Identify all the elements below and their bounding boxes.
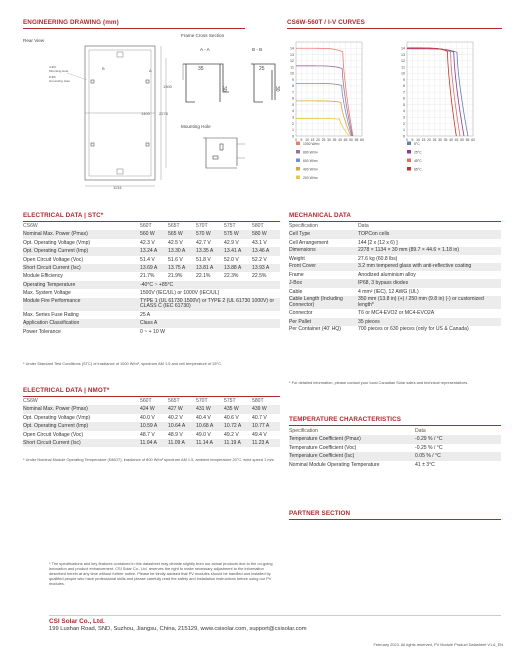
iv-curve — [407, 49, 464, 136]
mech-cell: Per Container (40' HQ) — [289, 326, 341, 333]
disclaimer: * The specifications and key features contained in this datasheet may deviate slightly from our actual products due to the on-going innovation and product enhancement. CSI Solar Co., Ltd. reserves the right to make necessary adjustment to the information described herein at any time without further notice. Please be kindly advised that PV modules should be handled and installed by qualified people who have professional skills and please carefully read the safety and installation instructions before using our PV modules. — [49, 561, 273, 586]
stc-cell: 13.46 A — [252, 247, 280, 255]
nmot-header-cell: 580T — [252, 398, 264, 404]
mech-cell: Dimensions — [289, 247, 358, 255]
legend-swatch — [296, 142, 300, 146]
iv-chart-temperature — [397, 34, 495, 192]
y-tick-label: 12 — [401, 59, 405, 64]
stc-row — [23, 281, 280, 289]
temp-cell: Temperature Coefficient (Voc) — [289, 444, 357, 451]
temp-row — [289, 452, 501, 460]
mech-row — [289, 288, 501, 296]
mount-note-2: Mounting Hole — [49, 69, 69, 73]
stc-cell: 42.9 V — [224, 239, 239, 246]
mech-cell: Cell Type — [289, 230, 358, 238]
legend-swatch — [407, 167, 411, 171]
y-tick-label: 8 — [292, 84, 294, 89]
stc-header-cell: 570T — [196, 223, 208, 229]
x-tick-label: 60 — [471, 138, 475, 142]
dim-1300: 1300 — [163, 84, 172, 89]
y-tick-label: 14 — [290, 46, 294, 51]
mech-cell: 2278 × 1134 × 30 mm (89.7 × 44.6 × 1.18 in) — [358, 247, 501, 255]
mech-header-cell: Data — [358, 223, 369, 229]
nmot-cell: 10.77 A — [252, 422, 280, 430]
nmot-cell: 424 W — [140, 405, 168, 413]
stc-cell: Max. Series Fuse Rating — [23, 311, 79, 318]
stc-row — [23, 239, 280, 247]
stc-cell: Module Fire Performance — [23, 298, 140, 311]
legend-label: 25°C — [414, 150, 422, 155]
nmot-header-cell: 570T — [196, 398, 208, 404]
stc-cell: 560 W — [140, 230, 168, 238]
x-tick-label: 5 — [411, 138, 414, 142]
mount-note-1: 4-Φ9 — [49, 65, 56, 69]
y-tick-label: 9 — [292, 77, 294, 82]
stc-cell: 42.7 V — [196, 239, 211, 246]
nmot-cell: 11.19 A — [224, 439, 252, 447]
y-tick-label: 9 — [403, 77, 405, 82]
nmot-cell: 11.09 A — [168, 439, 196, 447]
dim-30-b: 30 — [274, 86, 280, 92]
y-tick-label: 13 — [401, 52, 405, 57]
mech-cell: TOPCon cells — [358, 230, 501, 238]
temp-cell: Nominal Module Operating Temperature — [289, 461, 380, 468]
stc-row — [23, 256, 280, 264]
stc-cell: Opt. Operating Voltage (Vmp) — [23, 239, 91, 246]
stc-cell: 22.5% — [252, 273, 267, 280]
stc-cell: Class A — [140, 319, 280, 327]
mech-cell: 35 pieces — [358, 318, 501, 326]
nmot-cell: 11.14 A — [196, 439, 224, 447]
y-tick-label: 0 — [403, 134, 405, 139]
stc-cell: 13.35 A — [196, 247, 224, 255]
temp-cell: -0.29 % / °C — [415, 435, 501, 443]
x-tick-label: V — [405, 138, 409, 142]
mech-row — [289, 239, 501, 247]
y-tick-label: 7 — [292, 90, 294, 95]
nmot-row — [23, 439, 280, 447]
x-tick-label: 35 — [443, 138, 448, 142]
partner-heading: PARTNER SECTION — [289, 510, 351, 517]
mech-cell: Weight — [289, 255, 305, 262]
stc-cell: Max. System Voltage — [23, 290, 71, 297]
temp-header-row — [289, 427, 501, 435]
stc-cell: Short Circuit Current (Isc) — [23, 264, 140, 272]
stc-header-cell: 565T — [168, 223, 180, 229]
rear-view-panel — [85, 46, 166, 186]
x-tick-label: 15 — [310, 138, 315, 142]
stc-cell: 52.0 V — [224, 256, 239, 263]
nmot-cell: Open Circuit Voltage (Voc) — [23, 431, 84, 438]
stc-cell: 22.1% — [196, 273, 211, 280]
stc-cell: 51.4 V — [140, 256, 155, 263]
x-tick-label: 55 — [465, 138, 470, 142]
nmot-cell: 431 W — [196, 405, 224, 413]
stc-row — [23, 328, 280, 336]
y-tick-label: 14 — [401, 46, 405, 51]
dim-30-a: 30 — [221, 86, 227, 92]
y-tick-label: 10 — [290, 71, 294, 76]
nmot-header-cell: CS6W — [23, 398, 38, 404]
stc-cell: 565 W — [168, 230, 196, 238]
nmot-cell: 427 W — [168, 405, 196, 413]
nmot-cell: 11.04 A — [140, 439, 168, 447]
nmot-cell: 49.2 V — [224, 431, 239, 438]
y-tick-label: 8 — [403, 84, 405, 89]
stc-cell: Operating Temperature — [23, 281, 140, 289]
mech-cell: Frame — [289, 271, 304, 278]
stc-table — [23, 222, 280, 336]
section-aa-drawing — [183, 64, 229, 102]
mech-row — [289, 309, 501, 317]
stc-cell: 25 A — [140, 311, 151, 318]
nmot-cell: 10.72 A — [224, 422, 252, 430]
mech-row — [289, 247, 501, 255]
temp-cell: 0.05 % / °C — [415, 452, 501, 460]
nmot-cell: 40.0 V — [140, 414, 155, 421]
nmot-row — [23, 414, 280, 422]
nmot-cell: 40.2 V — [168, 414, 183, 421]
mech-table — [289, 222, 501, 334]
stc-cell: 21.9% — [168, 273, 183, 280]
temp-rule — [289, 425, 501, 426]
legend-swatch — [407, 142, 411, 146]
mech-cell: 700 pieces or 630 pieces (only for US & Canada) — [358, 326, 469, 333]
nmot-cell: 40.4 V — [196, 414, 211, 421]
temp-cell: 41 ± 3°C — [415, 461, 435, 468]
nmot-cell: 48.7 V — [140, 431, 155, 438]
stc-header-cell: CS6W — [23, 223, 38, 229]
stc-cell: 575 W — [224, 230, 252, 238]
y-tick-label: 5 — [403, 102, 405, 107]
nmot-row — [23, 431, 280, 439]
x-tick-label: 20 — [427, 138, 431, 142]
x-tick-label: 15 — [421, 138, 426, 142]
legend-label: 65°C — [414, 167, 422, 172]
mech-header-row — [289, 222, 501, 230]
y-tick-label: 2 — [403, 121, 405, 126]
mech-row — [289, 255, 501, 263]
mech-cell: 3.2 mm tempered glass with anti-reflective coating — [358, 263, 501, 271]
stc-cell: 22.3% — [224, 273, 239, 280]
x-tick-label: 60 — [360, 138, 364, 142]
nmot-cell: 49.0 V — [196, 431, 211, 438]
temp-cell: Temperature Coefficient (Pmax) — [289, 435, 415, 443]
mech-heading: MECHANICAL DATA — [289, 212, 352, 219]
nmot-header-cell: 560T — [140, 398, 152, 404]
stc-row — [23, 247, 280, 255]
rear-view-label: Rear View — [23, 38, 45, 43]
legend-label: 5°C — [414, 141, 420, 146]
temp-heading: TEMPERATURE CHARACTERISTICS — [289, 416, 402, 423]
stc-cell: Nominal Max. Power (Pmax) — [23, 230, 140, 238]
iv-curves-heading: CS6W-560T / I-V CURVES — [287, 19, 365, 26]
mounting-hole-label: Mounting Hole — [181, 124, 211, 129]
x-tick-label: 45 — [343, 138, 348, 142]
stc-cell: 580 W — [252, 230, 280, 238]
x-tick-label: 40 — [449, 138, 453, 142]
temp-row — [289, 461, 501, 469]
stc-cell: 13.30 A — [168, 247, 196, 255]
legend-swatch — [407, 150, 411, 154]
nmot-header-row — [23, 397, 280, 405]
nmot-cell: Short Circuit Current (Isc) — [23, 439, 140, 447]
x-tick-label: 25 — [321, 138, 326, 142]
y-tick-label: 6 — [292, 96, 294, 101]
stc-cell: 51.6 V — [168, 256, 183, 263]
mech-cell: 144 [2 x (12 x 6) ] — [358, 239, 398, 246]
mech-cell: Anodized aluminium alloy — [358, 271, 416, 278]
y-tick-label: 11 — [290, 65, 294, 70]
mech-cell: 27.6 kg (60.8 lbs) — [358, 255, 398, 262]
mech-cell: T6 or MC4-EVO2 or MC4-EVO2A — [358, 310, 435, 317]
section-aa-label: A - A — [200, 47, 210, 52]
y-tick-label: 1 — [292, 128, 294, 133]
x-tick-label: 10 — [416, 138, 420, 142]
stc-cell: 13.93 A — [252, 264, 280, 272]
legend-label: 400 W/m² — [303, 167, 318, 172]
dim-25: 25 — [259, 66, 265, 72]
stc-cell: Opt. Operating Current (Imp) — [23, 247, 140, 255]
mech-cell: Connector — [289, 310, 313, 317]
temp-row — [289, 435, 501, 443]
stc-row — [23, 311, 280, 319]
x-tick-label: 50 — [460, 138, 464, 142]
stc-row — [23, 264, 280, 272]
legend-swatch — [296, 167, 300, 171]
nmot-cell: 10.64 A — [168, 422, 196, 430]
dim-35: 35 — [198, 66, 204, 72]
legend-label: 600 W/m² — [303, 158, 318, 163]
nmot-cell: 439 W — [252, 405, 280, 413]
mech-cell: IP68, 3 bypass diodes — [358, 279, 501, 287]
stc-cell: 1500V (IEC/UL) or 1000V (IEC/UL) — [140, 290, 220, 297]
nmot-cell: 11.23 A — [252, 439, 280, 447]
nmot-header-cell: 575T — [224, 398, 236, 404]
mech-cell: J-Box — [289, 279, 358, 287]
temp-cell: Temperature Coefficient (Isc) — [289, 452, 415, 460]
stc-cell: 13.24 A — [140, 247, 168, 255]
y-tick-label: 0 — [292, 134, 294, 139]
mounting-hole-drawing — [203, 138, 245, 168]
stc-cell: 21.7% — [140, 273, 155, 280]
footer-address: 199 Lushan Road, SND, Suzhou, Jiangsu, China, 215129, www.csisolar.com, support@csisolar.com — [49, 626, 307, 632]
mech-row — [289, 230, 501, 238]
stc-cell: Module Efficiency — [23, 273, 63, 280]
nmot-cell: 40.6 V — [224, 414, 239, 421]
y-tick-label: 4 — [403, 109, 405, 114]
stc-row — [23, 298, 280, 311]
y-tick-label: 6 — [403, 96, 405, 101]
mount-note-4: Grounding Hole — [49, 79, 71, 83]
stc-cell: 13.41 A — [224, 247, 252, 255]
frame-cross-label: Frame Cross Section — [181, 33, 225, 38]
mech-cell: Cell Arrangement — [289, 239, 329, 246]
nmot-table — [23, 397, 280, 447]
y-tick-label: 2 — [292, 121, 294, 126]
stc-cell: 570 W — [196, 230, 224, 238]
stc-cell: 42.3 V — [140, 239, 155, 246]
mech-row — [289, 263, 501, 271]
iv-curve — [407, 49, 468, 136]
y-tick-label: 11 — [401, 65, 405, 70]
y-tick-label: 3 — [292, 115, 294, 120]
x-tick-label: 20 — [316, 138, 320, 142]
mech-cell: 350 mm (13.8 in) (+) / 250 mm (9.8 in) (-) or customized length* — [358, 296, 501, 309]
label-b: B — [102, 66, 105, 71]
stc-cell: 42.5 V — [168, 239, 183, 246]
iv-curves-rule — [287, 28, 502, 29]
nmot-cell: Opt. Operating Voltage (Vmp) — [23, 414, 91, 421]
nmot-cell: 10.59 A — [140, 422, 168, 430]
mech-row — [289, 279, 501, 287]
stc-cell: 13.81 A — [196, 264, 224, 272]
stc-cell: 52.2 V — [252, 256, 267, 263]
y-tick-label: 3 — [403, 115, 405, 120]
x-tick-label: 40 — [338, 138, 342, 142]
temp-header-cell: Data — [415, 428, 426, 434]
nmot-row — [23, 405, 280, 413]
mech-row — [289, 318, 501, 326]
x-tick-label: 10 — [305, 138, 309, 142]
mech-cell: Cable — [289, 288, 303, 295]
x-tick-label: 35 — [332, 138, 337, 142]
stc-footnote: * Under Standard Test Conditions (STC) of irradiance of 1000 W/m², spectrum AM 1.5 and cell temperature of 25°C. — [23, 361, 223, 366]
mech-row — [289, 326, 501, 334]
nmot-row — [23, 422, 280, 430]
dim-1134: 1134 — [113, 185, 122, 190]
stc-cell: 13.88 A — [224, 264, 252, 272]
stc-cell: 51.8 V — [196, 256, 211, 263]
iv-chart-irradiance — [286, 34, 384, 192]
legend-swatch — [407, 159, 411, 163]
y-tick-label: 1 — [403, 128, 405, 133]
stc-cell: Open Circuit Voltage (Voc) — [23, 256, 84, 263]
mech-row — [289, 296, 501, 309]
eng-drawing-heading: ENGINEERING DRAWING (mm) — [23, 19, 119, 26]
stc-cell: 0 ~ + 10 W — [140, 328, 165, 335]
x-tick-label: 50 — [349, 138, 353, 142]
x-tick-label: 55 — [354, 138, 359, 142]
nmot-cell: Opt. Operating Current (Imp) — [23, 422, 140, 430]
legend-label: 800 W/m² — [303, 150, 318, 155]
stc-row — [23, 230, 280, 238]
stc-cell: Application Classification — [23, 319, 140, 327]
stc-header-cell: 560T — [140, 223, 152, 229]
nmot-cell: Nominal Max. Power (Pmax) — [23, 405, 140, 413]
mech-row — [289, 271, 501, 279]
x-tick-label: 5 — [300, 138, 303, 142]
mech-footnote: * For detailed information, please contact your local Canadian Solar sales and technical representatives. — [289, 380, 469, 385]
nmot-cell: 10.68 A — [196, 422, 224, 430]
mech-cell: Per Pallet — [289, 318, 358, 326]
temp-table — [289, 427, 501, 469]
nmot-cell: 49.4 V — [252, 431, 267, 438]
mech-cell: 4 mm² (IEC), 12 AWG (UL) — [358, 288, 419, 295]
stc-row — [23, 272, 280, 280]
stc-heading: ELECTRICAL DATA | STC* — [23, 212, 104, 219]
temp-row — [289, 444, 501, 452]
partner-rule — [289, 519, 501, 520]
nmot-footnote: * Under Nominal Module Operating Temperature (NMOT), irradiance of 800 W/m² spectrum AM 1.5, ambient temperature 20°C, wind speed 1 m/s. — [23, 457, 275, 462]
eng-drawing-rule — [23, 28, 245, 29]
y-tick-label: 12 — [290, 59, 294, 64]
footer-copyright: February 2023. All rights reserved, PV Module Product Datasheet V1.6_EN — [373, 642, 503, 647]
legend-label: 45°C — [414, 158, 422, 163]
nmot-header-cell: 565T — [168, 398, 180, 404]
temp-cell: -0.25 % / °C — [415, 444, 443, 451]
footer-rule — [49, 615, 501, 616]
y-tick-label: 4 — [292, 109, 294, 114]
stc-row — [23, 319, 280, 327]
x-tick-label: 30 — [327, 138, 331, 142]
stc-cell: 13.69 A — [140, 264, 168, 272]
stc-cell: 13.75 A — [168, 264, 196, 272]
x-tick-label: 45 — [454, 138, 459, 142]
nmot-cell: 40.7 V — [252, 414, 267, 421]
legend-label: 1000 W/m² — [303, 141, 320, 146]
stc-header-cell: 580T — [252, 223, 264, 229]
mech-cell: Cable Length (Including Connector) — [289, 296, 358, 309]
temp-header-cell: Specification — [289, 428, 318, 434]
stc-cell: TYPE 1 (UL 61730 1500V) or TYPE 2 (UL 61730 1000V) or CLASS C (IEC 61730) — [140, 298, 280, 311]
stc-row — [23, 289, 280, 297]
iv-curve — [407, 48, 456, 136]
stc-cell: 43.1 V — [252, 239, 267, 246]
legend-swatch — [296, 176, 300, 180]
x-tick-label: 25 — [432, 138, 437, 142]
x-tick-label: V — [294, 138, 298, 142]
iv-curve — [296, 118, 349, 136]
y-tick-label: 5 — [292, 102, 294, 107]
engineering-drawing — [23, 40, 283, 190]
legend-label: 200 W/m² — [303, 175, 318, 180]
stc-cell: -40°C ~ +85°C — [140, 281, 280, 289]
mech-header-cell: Specification — [289, 223, 318, 229]
nmot-cell: 435 W — [224, 405, 252, 413]
footer-company: CSI Solar Co., Ltd. — [49, 618, 105, 625]
stc-header-row — [23, 222, 280, 230]
mech-cell: Front Cover — [289, 263, 358, 271]
y-tick-label: 13 — [290, 52, 294, 57]
mount-note-3: 8-Φ5 — [49, 75, 56, 79]
legend-swatch — [296, 159, 300, 163]
nmot-cell: 48.9 V — [168, 431, 183, 438]
stc-header-cell: 575T — [224, 223, 236, 229]
label-a: A — [149, 68, 152, 73]
nmot-heading: ELECTRICAL DATA | NMOT* — [23, 387, 110, 394]
legend-swatch — [296, 150, 300, 154]
x-tick-label: 30 — [438, 138, 442, 142]
dim-2278: 2278 — [159, 111, 168, 116]
dim-1400: 1400 — [141, 111, 150, 116]
section-bb-label: B - B — [252, 47, 263, 52]
y-tick-label: 10 — [401, 71, 405, 76]
y-tick-label: 7 — [403, 90, 405, 95]
stc-cell: Power Tolerance — [23, 328, 61, 335]
